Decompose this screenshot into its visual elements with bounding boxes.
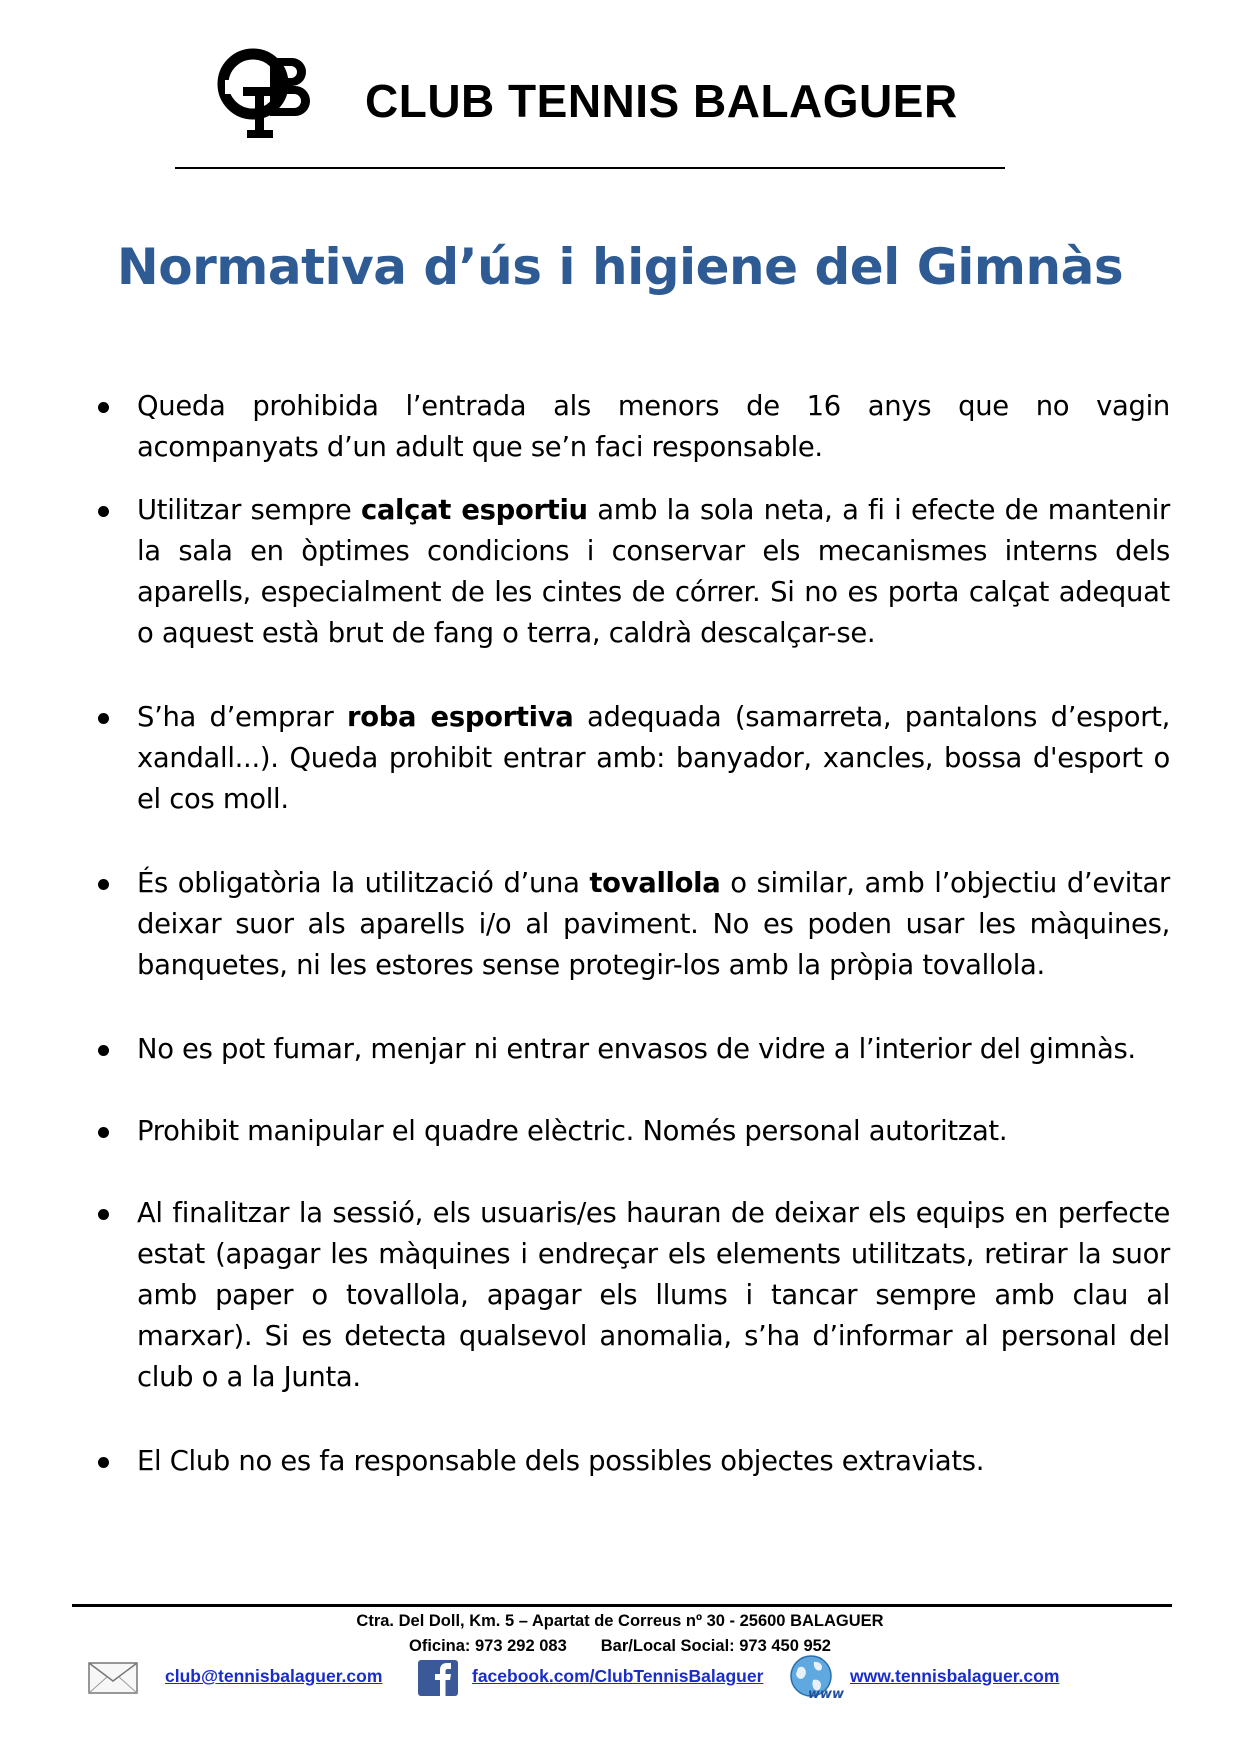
rule-emphasis: roba esportiva xyxy=(346,702,574,733)
bar-phone: Bar/Local Social: 973 450 952 xyxy=(600,1637,831,1655)
globe-www-icon xyxy=(786,1654,846,1704)
rule-item xyxy=(90,1111,1170,1152)
rule-item xyxy=(90,1193,1170,1398)
facebook-icon xyxy=(418,1660,458,1696)
rule-item xyxy=(90,1029,1170,1070)
header xyxy=(215,40,1015,150)
rule-text: Prohibit manipular el quadre elèctric. Només personal autoritzat. xyxy=(137,1116,1008,1147)
rule-text: S’ha d’emprar xyxy=(137,702,347,733)
rule-text: És obligatòria la utilització d’una xyxy=(137,868,590,899)
rule-item xyxy=(90,697,1170,820)
facebook-link[interactable]: facebook.com/ClubTennisBalaguer xyxy=(472,1666,764,1686)
footer-divider xyxy=(72,1604,1172,1607)
club-logo xyxy=(215,40,315,150)
rule-text: No es pot fumar, menjar ni entrar envasos de vidre a l’interior del gimnàs. xyxy=(137,1034,1136,1065)
rule-text: Utilitzar sempre xyxy=(137,495,361,526)
rule-text: Al finalitzar la sessió, els usuaris/es hauran de deixar els equips en perfecte estat (apagar les màquines i endreçar els elements utilitzats, retirar la suor amb paper o tovallola, apagar els llums i tancar sempre amb clau al marxar). Si es detecta qualsevol anomalia, s’ha d’informar al personal del club o a la Junta. xyxy=(137,1198,1170,1393)
website-link[interactable]: www.tennisbalaguer.com xyxy=(850,1666,1060,1686)
bullet-icon xyxy=(98,402,109,413)
office-phone: Oficina: 973 292 083 xyxy=(409,1637,567,1655)
rule-emphasis: calçat esportiu xyxy=(360,495,588,526)
bullet-icon xyxy=(98,1127,109,1138)
rule-text: El Club no es fa responsable dels possibles objectes extraviats. xyxy=(137,1446,985,1477)
rule-item xyxy=(90,863,1170,986)
bullet-icon xyxy=(98,1045,109,1056)
page-title: Normativa d’ús i higiene del Gimnàs xyxy=(116,238,1124,296)
bullet-icon xyxy=(98,1209,109,1220)
rule-text: Queda prohibida l’entrada als menors de 16 anys que no vagin acompanyats d’un adult que se’n faci responsable. xyxy=(137,391,1170,463)
svg-text:www: www xyxy=(808,1687,845,1702)
bullet-icon xyxy=(98,713,109,724)
club-name: CLUB TENNIS BALAGUER xyxy=(365,75,958,127)
rule-emphasis: tovallola xyxy=(589,868,721,899)
rule-text: adequada (samarreta, pantalons d’esport, xandall...). Queda prohibit entrar amb: banyador, xancles, bossa d'esport o el cos moll. xyxy=(137,702,1170,815)
bullet-icon xyxy=(98,506,109,517)
header-divider xyxy=(175,167,1005,169)
bullet-icon xyxy=(98,1457,109,1468)
bullet-icon xyxy=(98,879,109,890)
rule-text: amb la sola neta, a fi i efecte de mantenir la sala en òptimes condicions i conservar els mecanismes interns dels aparells, especialment de les cintes de córrer. Si no es porta calçat adequat o aquest està brut de fang o terra, caldrà descalçar-se. xyxy=(137,495,1170,649)
rules-list xyxy=(90,386,1170,1482)
rule-text: o similar, amb l’objectiu d’evitar deixar suor als aparells i/o al paviment. No es poden usar les màquines, banquetes, ni les estores sense protegir-los amb la pròpia tovallola. xyxy=(137,868,1170,981)
rule-item xyxy=(90,490,1170,654)
mail-icon xyxy=(88,1662,138,1694)
rule-item xyxy=(90,386,1170,468)
footer-contacts xyxy=(0,1654,1240,1704)
rule-item xyxy=(90,1441,1170,1482)
email-link[interactable]: club@tennisbalaguer.com xyxy=(165,1666,383,1686)
footer-address: Ctra. Del Doll, Km. 5 – Apartat de Correus nº 30 - 25600 BALAGUER xyxy=(356,1612,884,1630)
